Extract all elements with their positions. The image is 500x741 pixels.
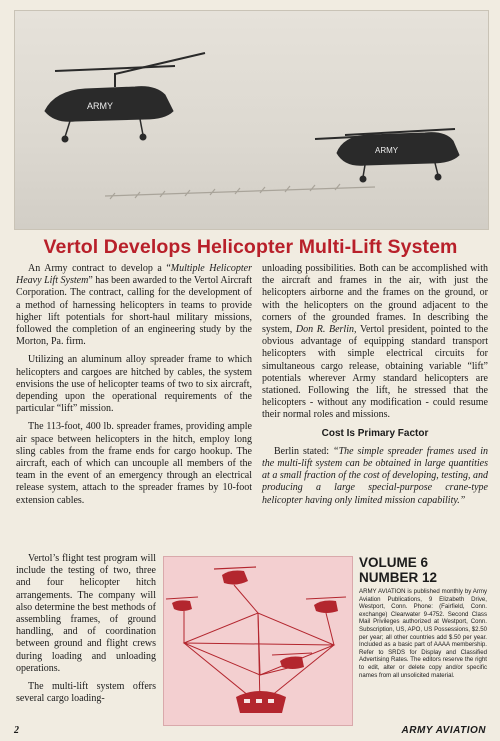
illustration [163,556,353,726]
person-name: Don R. Berlin, [295,324,357,336]
publication-info: ARMY AVIATION is published monthly by Army Aviation Publications, 9 Elizabeth Drive, Westport, Conn. Phone: (Fairfield, Conn. exchange) Clearwater 9-4752. Second Class Mail Privileges authorized at Westport, Conn. Subscription, US, APO, US Possessions, $2.50 per year; all other countries add $.50 per year. Included as a basic part of AAAA membership. Refer to SRDS for Display and Classified Advertising Rates. The editors reserve the right to edit, alter or delete copy and/or specific names from all unsolicited material. [359,588,487,679]
paragraph: Utilizing an aluminum alloy spreader frame to which helicopters and cargoes are hitched by cables, the system envisions the use of helicopter teams of two to six aircraft, depending upon the operational requirements of the particular “lift” mission. [16,354,252,415]
paragraph: Vertol’s flight test program will include the testing of two, three and four helicopter hitch arrangements. The company will also determine the best methods of assembling frames, of ground handling, and of coordination between ground and flight crews during loading and unloading operations. [16,553,156,674]
army-marking: ARMY [87,101,114,111]
article-column-3 [16,553,156,711]
number-label: NUMBER 12 [359,570,438,585]
magazine-name: ARMY AVIATION [401,725,486,736]
paragraph [262,263,488,422]
multi-lift-diagram-illustration-icon [164,557,352,725]
text: Berlin stated: [274,445,334,457]
paragraph [16,263,252,348]
quote: “The simple spreader frames used in the multi-lift system can be obtained in large quantities at a small fraction of the cost of developing, testing, and producing a large special-purpose crane-type helicopter having only limited mission capability.” [262,445,488,506]
text: Vertol president, pointed to the obvious advantage of equipping standard transport helicopters with simple electrical circuits for simultaneous cargo release, obtaining variable “lift” potentials wherever Army standard helicopters are stationed. Following the lift, he stressed that the helicopters - without any modification - could resume their normal roles and missions. [262,324,489,421]
text: ” has been awarded to the Vertol Aircraft Corporation. The contract, calling for the development of a method of harnessing helicopters in teams to provide higher lift potentials for short-haul military missions, followed the completion of an engineering study by the Morton, Pa. firm. [16,275,253,348]
masthead-box [359,555,487,679]
page-number: 2 [14,725,19,736]
article-column-1 [16,263,252,513]
text: An Army contract to develop a “ [28,263,171,274]
helicopter-photo [14,10,489,230]
volume-label: VOLUME 6 [359,555,429,570]
paragraph [262,446,488,507]
army-marking: ARMY [375,146,399,155]
text: unloading possibilities. Both can be accomplished with the aircraft and frames in the air, with just the helicopters airborne and the frames on the ground, or with the helicopters on the ground adjacent to the corners of the grounded frames. In describing the system, [262,263,488,336]
paragraph: The multi-lift system offers several cargo loading- [16,681,156,705]
section-subhead: Cost Is Primary Factor [321,427,429,439]
paragraph: The 113-foot, 400 lb. spreader frames, providing ample air space between helicopters in the hitch, employ long sling cables from the frame ends for cargo hookup. The aircraft, each of which can uncouple all members of the team in the event of an emergency through an electrical release system, attach to the spreader frames by 10-foot extension cables. [16,421,252,506]
article-headline: Vertol Develops Helicopter Multi-Lift System [43,236,458,258]
article-column-2 [262,263,488,513]
helicopters-in-flight-photo-icon [15,11,488,229]
system-name: Multiple Helicopter Heavy Lift System [16,263,252,287]
